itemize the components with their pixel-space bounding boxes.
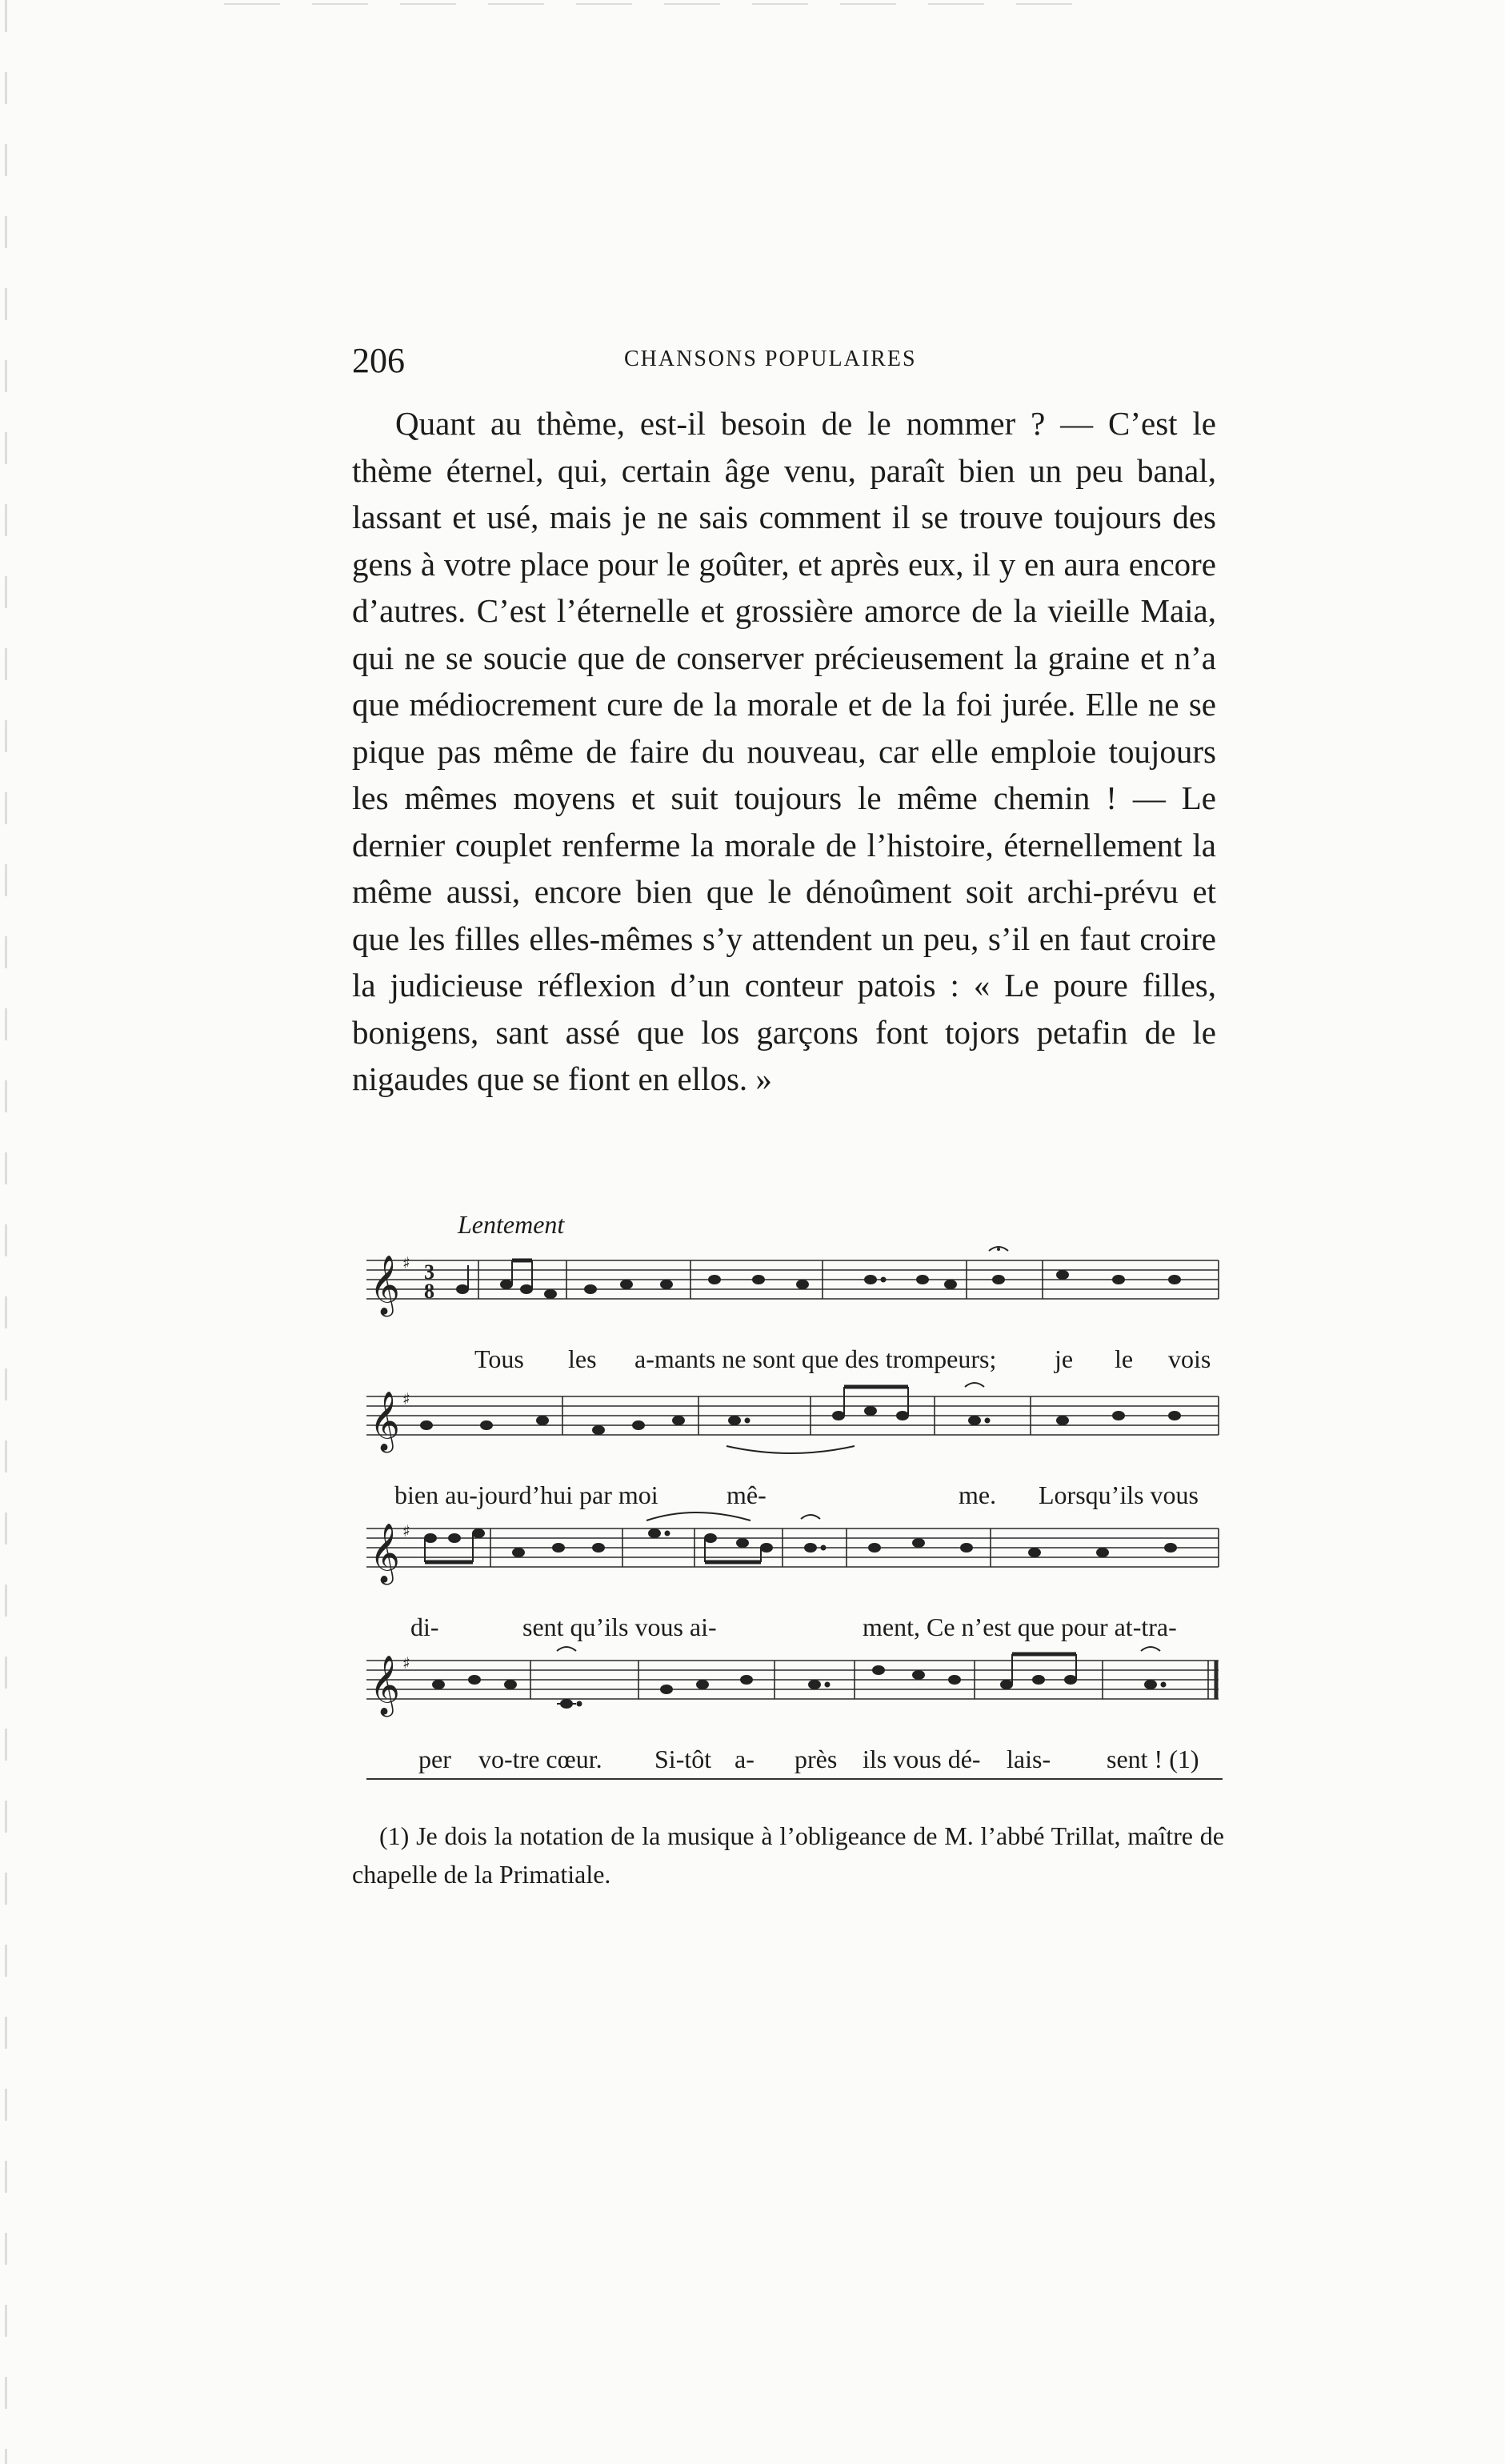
svg-text:𝄞: 𝄞 bbox=[370, 1392, 400, 1451]
staff-1 bbox=[358, 1236, 1223, 1332]
music-system-2 bbox=[358, 1372, 1223, 1509]
lyric-syllable: Tous bbox=[474, 1344, 524, 1373]
lyrics-line-4 bbox=[358, 1745, 1223, 1777]
lyric-syllable: bien au-jourd’hui par moi bbox=[394, 1480, 658, 1509]
svg-text:♯: ♯ bbox=[402, 1653, 410, 1673]
running-head: CHANSONS POPULAIRES bbox=[624, 347, 917, 371]
page-edge-top bbox=[224, 3, 1104, 5]
music-system-4 bbox=[358, 1637, 1223, 1773]
body-text bbox=[352, 400, 1216, 1103]
footnote-rule bbox=[366, 1778, 1223, 1780]
tempo-marking: Lentement bbox=[458, 1210, 565, 1239]
staff-3 bbox=[358, 1504, 1223, 1601]
lyric-syllable: je bbox=[1055, 1344, 1074, 1373]
lyric-syllable: vois bbox=[1168, 1344, 1211, 1373]
svg-text:♯: ♯ bbox=[402, 1253, 410, 1272]
music-system-3 bbox=[358, 1504, 1223, 1641]
svg-text:♯: ♯ bbox=[402, 1389, 410, 1408]
page-header bbox=[352, 340, 1216, 388]
lyric-syllable: sent qu’ils vous ai- bbox=[522, 1613, 717, 1641]
lyric-syllable: Lorsqu’ils vous bbox=[1039, 1480, 1199, 1509]
time-sig-top: 3 bbox=[424, 1260, 434, 1284]
lyrics-line-1 bbox=[358, 1344, 1223, 1376]
staff-4 bbox=[358, 1637, 1223, 1733]
svg-text:𝄞: 𝄞 bbox=[370, 1256, 400, 1315]
lyric-syllable: di- bbox=[410, 1613, 439, 1641]
footnote bbox=[352, 1817, 1224, 1893]
staff-2 bbox=[358, 1372, 1223, 1468]
lyric-syllable: me. bbox=[959, 1480, 997, 1509]
lyric-syllable: a-mants ne sont que des trompeurs; bbox=[634, 1344, 997, 1373]
lyric-syllable: ils vous dé- bbox=[863, 1745, 981, 1773]
lyric-syllable: le bbox=[1115, 1344, 1134, 1373]
lyric-syllable: les bbox=[568, 1344, 597, 1373]
body-paragraph: Quant au thème, est-il besoin de le nommer ? — C’est le thème éternel, qui, certain âge venu, paraît bien un peu banal, lassant et usé, mais je ne sais comment il se trouve toujours des gens à votre place pour le goûter, et après eux, il y en aura encore d’autres. C’est l’éternelle et grossière amorce de la vieille Maia, qui ne se soucie que de conserver précieusement la graine et n’a que médiocrement cure de la morale et de la foi jurée. Elle ne se pique pas même de faire du nouveau, car elle emploie toujours les mêmes moyens et suit toujours le même chemin ! — Le dernier couplet renferme la morale de l’histoire, éternellement la même aussi, encore bien que le dénoûment soit archi-prévu et que les filles elles-mêmes s’y attendent un peu, s’il en faut croire la judicieuse réflexion d’un conteur patois : « Le poure filles, bonigens, sant assé que los garçons font tojors petafin de le nigaudes que se fiont en ellos. » bbox=[352, 405, 1216, 1097]
lyric-syllable: Si-tôt bbox=[654, 1745, 712, 1773]
lyric-syllable: a- bbox=[734, 1745, 755, 1773]
lyric-syllable: sent ! (1) bbox=[1107, 1745, 1199, 1773]
page-number: 206 bbox=[352, 341, 405, 380]
svg-text:♯: ♯ bbox=[402, 1521, 410, 1541]
svg-text:𝄞: 𝄞 bbox=[370, 1524, 400, 1583]
lyric-syllable: près bbox=[795, 1745, 838, 1773]
lyric-syllable: per bbox=[418, 1745, 451, 1773]
lyric-syllable: vo-tre cœur. bbox=[478, 1745, 602, 1773]
lyric-syllable: lais- bbox=[1007, 1745, 1051, 1773]
time-sig-bottom: 8 bbox=[424, 1280, 434, 1303]
lyric-syllable: ment, Ce n’est que pour at-tra- bbox=[863, 1613, 1177, 1641]
lyric-syllable: mê- bbox=[726, 1480, 767, 1509]
svg-text:𝄞: 𝄞 bbox=[370, 1656, 400, 1715]
music-system-1 bbox=[358, 1236, 1223, 1373]
footnote-text: (1) Je dois la notation de la musique à l’obligeance de M. l’abbé Trillat, maître de chapelle de la Primatiale. bbox=[352, 1821, 1224, 1889]
page-edge-left bbox=[5, 0, 7, 2464]
